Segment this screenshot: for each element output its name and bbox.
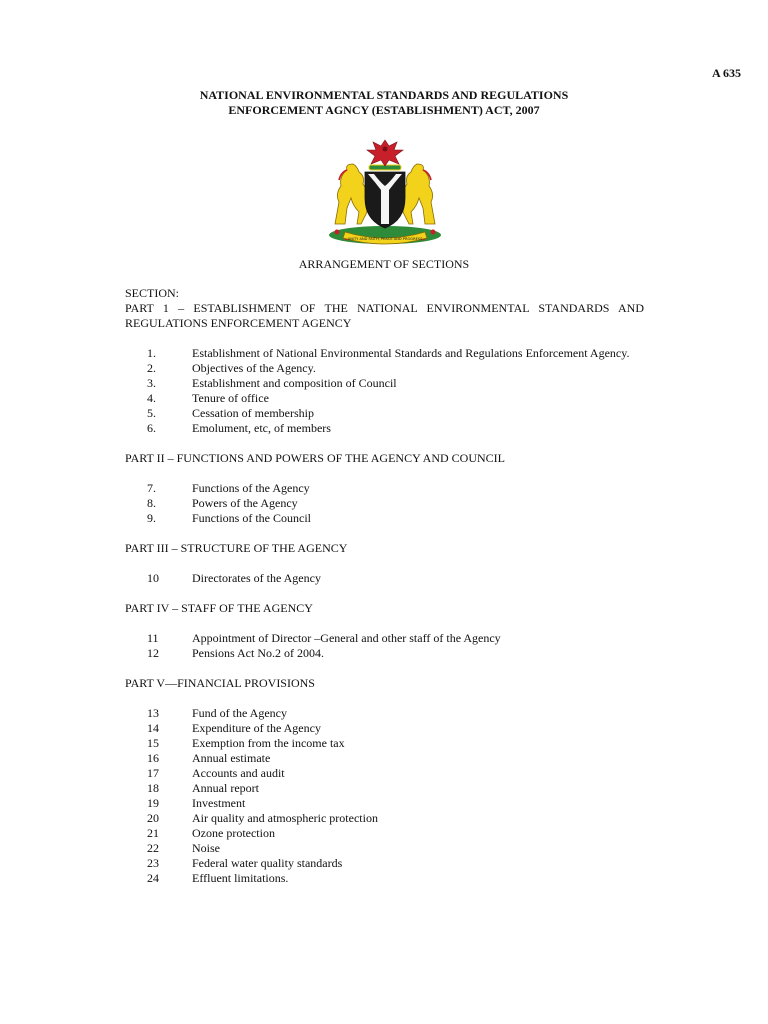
list-item: [125, 511, 644, 526]
act-title-line-2: ENFORCEMENT AGNCY (ESTABLISHMENT) ACT, 2007: [228, 103, 540, 117]
list-item: [125, 391, 644, 406]
section-title: Functions of the Council: [192, 511, 311, 525]
list-item: [125, 781, 644, 796]
list-item: [125, 811, 644, 826]
list-item: [125, 736, 644, 751]
section-number: 7.: [147, 481, 156, 495]
act-title-line-1: NATIONAL ENVIRONMENTAL STANDARDS AND REGULATIONS: [199, 88, 569, 102]
list-item: [125, 481, 644, 496]
list-item: [125, 421, 644, 436]
section-title: Objectives of the Agency.: [192, 361, 316, 375]
section-number: 18: [147, 781, 159, 795]
section-title: Effluent limitations.: [192, 871, 289, 885]
section-number: 1.: [147, 346, 156, 360]
section-number: 21: [147, 826, 159, 840]
section-number: 3.: [147, 376, 156, 390]
crest-motto: UNITY AND FAITH, PEACE AND PROGRESS: [347, 237, 423, 241]
part-heading: PART III – STRUCTURE OF THE AGENCY: [125, 541, 348, 555]
list-item: [125, 841, 644, 856]
section-title: Annual estimate: [192, 751, 271, 765]
section-title: Powers of the Agency: [192, 496, 298, 510]
section-number: 19: [147, 796, 159, 810]
section-number: 10: [147, 571, 159, 585]
list-item: [125, 826, 644, 841]
list-item: [125, 571, 644, 586]
section-title: Functions of the Agency: [192, 481, 310, 495]
sections-list: [125, 286, 644, 886]
list-item: [125, 376, 644, 391]
section-title: Establishment of National Environmental Standards and Regulations Enforcement Agency.: [192, 346, 630, 360]
list-item: [125, 766, 644, 781]
section-number: 16: [147, 751, 159, 765]
section-title: Emolument, etc, of members: [192, 421, 331, 435]
section-number: 14: [147, 721, 159, 735]
section-number: 6.: [147, 421, 156, 435]
section-title: Expenditure of the Agency: [192, 721, 321, 735]
part-items: [125, 706, 644, 886]
part-items: [125, 481, 644, 526]
list-item: [125, 496, 644, 511]
section-title: Ozone protection: [192, 826, 275, 840]
section-number: 12: [147, 646, 159, 660]
list-item: [125, 346, 644, 361]
list-item: [125, 361, 644, 376]
section-title: Tenure of office: [192, 391, 269, 405]
section-title: Noise: [192, 841, 220, 855]
part-heading: PART IV – STAFF OF THE AGENCY: [125, 601, 313, 615]
section-title: Fund of the Agency: [192, 706, 287, 720]
part-heading: PART V—FINANCIAL PROVISIONS: [125, 676, 315, 690]
section-label: SECTION:: [125, 286, 179, 300]
list-item: [125, 706, 644, 721]
section-number: 11: [147, 631, 159, 645]
section-title: Cessation of membership: [192, 406, 314, 420]
section-title: Federal water quality standards: [192, 856, 343, 870]
part-items: [125, 346, 644, 436]
coat-of-arms-icon: [323, 136, 447, 248]
section-number: 20: [147, 811, 159, 825]
section-title: Exemption from the income tax: [192, 736, 345, 750]
section-title: Investment: [192, 796, 246, 810]
list-item: [125, 406, 644, 421]
section-title: Accounts and audit: [192, 766, 285, 780]
list-item: [125, 631, 644, 646]
section-number: 15: [147, 736, 159, 750]
part-items: [125, 571, 644, 586]
section-title: Establishment and composition of Council: [192, 376, 397, 390]
section-number: 22: [147, 841, 159, 855]
list-item: [125, 751, 644, 766]
list-item: [125, 796, 644, 811]
section-number: 9.: [147, 511, 156, 525]
page-number: A 635: [711, 66, 741, 80]
part-items: [125, 631, 644, 661]
section-title: Appointment of Director –General and other staff of the Agency: [192, 631, 501, 645]
arrangement-heading: ARRANGEMENT OF SECTIONS: [298, 257, 470, 271]
section-number: 2.: [147, 361, 156, 375]
act-title: [0, 88, 768, 118]
part-heading: PART 1 – ESTABLISHMENT OF THE NATIONAL ENVIRONMENTAL STANDARDS AND REGULATIONS ENFORCEMENT AGENCY: [125, 301, 644, 330]
list-item: [125, 856, 644, 871]
section-number: 5.: [147, 406, 156, 420]
section-title: Directorates of the Agency: [192, 571, 321, 585]
section-number: 8.: [147, 496, 156, 510]
part-heading: PART II – FUNCTIONS AND POWERS OF THE AGENCY AND COUNCIL: [125, 451, 505, 465]
list-item: [125, 871, 644, 886]
section-number: 13: [147, 706, 159, 720]
section-title: Annual report: [192, 781, 259, 795]
section-number: 4.: [147, 391, 156, 405]
list-item: [125, 721, 644, 736]
section-number: 17: [147, 766, 159, 780]
list-item: [125, 646, 644, 661]
section-title: Pensions Act No.2 of 2004.: [192, 646, 324, 660]
section-number: 23: [147, 856, 159, 870]
section-title: Air quality and atmospheric protection: [192, 811, 378, 825]
section-number: 24: [147, 871, 159, 885]
